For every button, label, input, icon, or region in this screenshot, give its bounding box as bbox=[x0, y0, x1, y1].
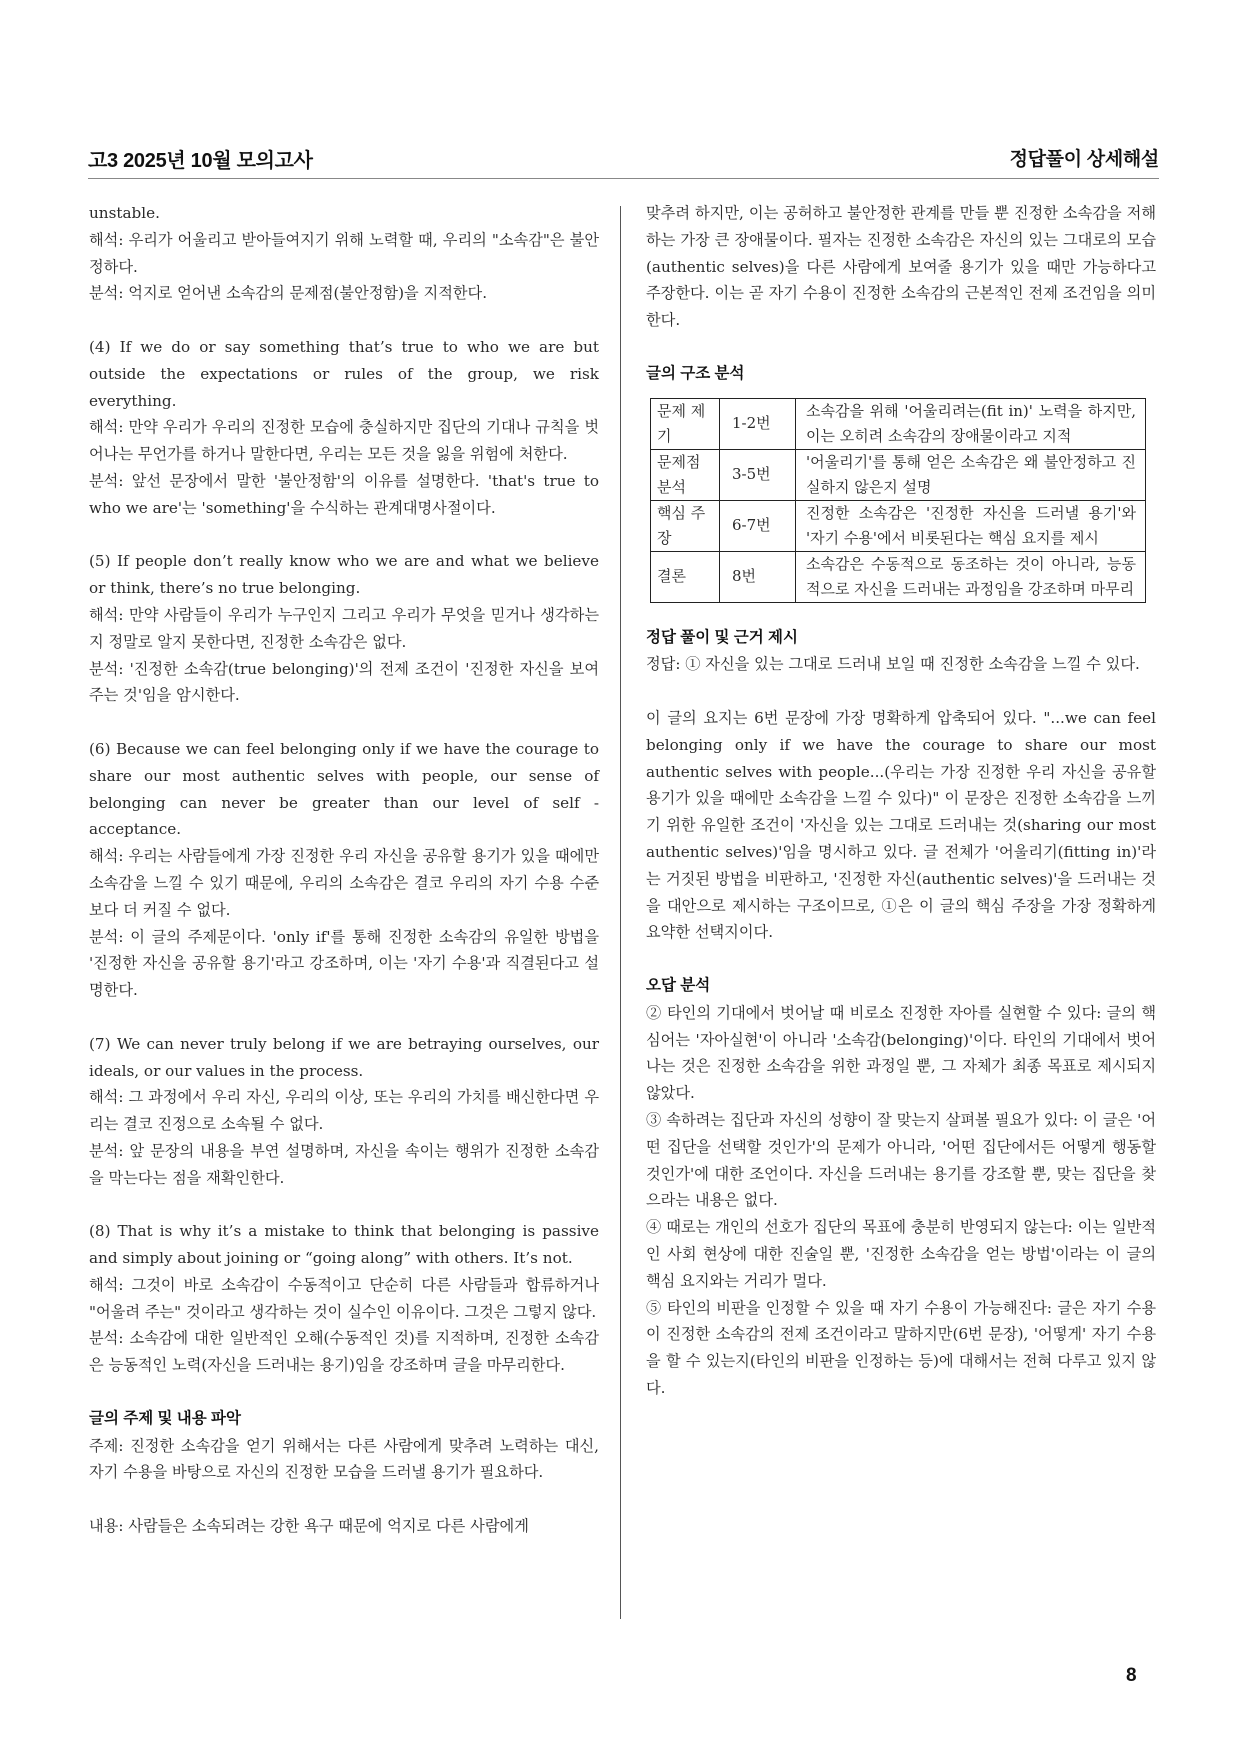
wrong-answer-item: ④ 때로는 개인의 선호가 집단의 목표에 충분히 반영되지 않는다: 이는 일반적인 사회 현상에 대한 진술일 뿐, '진정한 소속감을 얻는 방법'이라는 이 글의 핵심 요지와는 거리가 멀다. bbox=[646, 1218, 1156, 1290]
sentence-analysis: 분석: '진정한 소속감(true belonging)'의 전제 조건이 '진정한 자신을 보여주는 것'임을 암시한다. bbox=[89, 659, 599, 705]
content-text: 내용: 사람들은 소속되려는 강한 욕구 때문에 억지로 다른 사람에게 bbox=[89, 1517, 529, 1536]
sentence-analysis: 분석: 앞 문장의 내용을 부연 설명하며, 자신을 속이는 행위가 진정한 소속감을 막는다는 점을 재확인한다. bbox=[89, 1141, 599, 1187]
document-type: 정답풀이 상세해설 bbox=[1009, 149, 1159, 170]
stage-cell: 문제 제기 bbox=[651, 398, 720, 449]
sentence-5-block bbox=[89, 548, 599, 709]
desc-cell: 진정한 소속감은 '진정한 자신을 드러낼 용기'와 '자기 수용'에서 비롯된다는 핵심 요지를 제시 bbox=[796, 500, 1146, 551]
table-row bbox=[651, 551, 1146, 602]
sentence-translation: 해석: 그 과정에서 우리 자신, 우리의 이상, 또는 우리의 가치를 배신한다면 우리는 결코 진정으로 소속될 수 없다. bbox=[89, 1088, 599, 1134]
table-row bbox=[651, 500, 1146, 551]
theme-text: 주제: 진정한 소속감을 얻기 위해서는 다른 사람에게 맞추려 노력하는 대신, 자기 수용을 바탕으로 자신의 진정한 모습을 드러낼 용기가 필요하다. bbox=[89, 1436, 599, 1482]
range-cell: 8번 bbox=[720, 551, 796, 602]
answer-explanation: 이 글의 요지는 6번 문장에 가장 명확하게 압축되어 있다. "...we can feel belonging only if we have the courage to share our most authentic selves with people...(우리는 가장 진정한 우리 자신을 공유할 용기가 있을 때에만 소속감을 느낄 수 있다)" 이 문장은 진정한 소속감을 느끼기 위한 유일한 조건이 '자신을 있는 그대로 드러내는 것(sharing our most authentic selves)'임을 명시하고 있다. 글 전체가 '어울리기(fitting in)'라는 거짓된 방법을 비판하고, '진정한 자신(authentic selves)'을 드러내는 것을 대안으로 제시하는 구조이므로, ①은 이 글의 핵심 주장을 가장 정확하게 요약한 선택지이다. bbox=[646, 708, 1156, 942]
sentence-english: (4) If we do or say something that’s true to who we are but outside the expectations or rules of the group, we risk everything. bbox=[89, 337, 599, 410]
wrong-answer-item: ③ 속하려는 집단과 자신의 성향이 잘 맞는지 살펴볼 필요가 있다: 이 글은 '어떤 집단을 선택할 것인가'의 문제가 아니라, '어떤 집단에서든 어떻게 행동할 것인가'에 대한 조언이다. 자신을 드러내는 용기를 강조할 뿐, 맞는 집단을 찾으라는 내용은 없다. bbox=[646, 1110, 1156, 1210]
wrong-answer-item: ⑤ 타인의 비판을 인정할 수 있을 때 자기 수용이 가능해진다: 글은 자기 수용이 진정한 소속감의 전제 조건이라고 말하지만(6번 문장), '어떻게' 자기 수용을 할 수 있는지(타인의 비판을 인정하는 등)에 대해서는 전혀 다루고 있지 않다. bbox=[646, 1298, 1156, 1397]
sentence-analysis: 분석: 앞선 문장에서 말한 '불안정함'의 이유를 설명한다. 'that's true to who we are'는 'something'을 수식하는 관계대명사절이다. bbox=[89, 471, 599, 517]
desc-cell: 소속감은 수동적으로 동조하는 것이 아니라, 능동적으로 자신을 드러내는 과정임을 강조하며 마무리 bbox=[796, 551, 1146, 602]
range-cell: 1-2번 bbox=[720, 398, 796, 449]
page-number: 8 bbox=[1126, 1665, 1137, 1686]
sentence-analysis: 분석: 억지로 얻어낸 소속감의 문제점(불안정함)을 지적한다. bbox=[89, 284, 488, 303]
section-title: 글의 주제 및 내용 파악 bbox=[89, 1409, 241, 1427]
sentence-translation: 해석: 우리가 어울리고 받아들여지기 위해 노력할 때, 우리의 "소속감"은 불안정하다. bbox=[89, 230, 599, 276]
table-row bbox=[651, 449, 1146, 500]
right-column bbox=[646, 200, 1156, 1402]
structure-table bbox=[650, 398, 1146, 603]
column-divider bbox=[620, 206, 621, 1619]
stage-cell: 결론 bbox=[651, 551, 720, 602]
sentence-english: (7) We can never truly belong if we are betraying ourselves, our ideals, or our values in the process. bbox=[89, 1034, 599, 1080]
page-header bbox=[88, 140, 1159, 179]
table-row bbox=[651, 398, 1146, 449]
desc-cell: '어울리기'를 통해 얻은 소속감은 왜 불안정하고 진실하지 않은지 설명 bbox=[796, 449, 1146, 500]
sentence-english: unstable. bbox=[89, 204, 160, 222]
sentence-english: (5) If people don’t really know who we are and what we believe or think, there’s no true belonging. bbox=[89, 552, 599, 598]
sentence-english: (6) Because we can feel belonging only if we have the courage to share our most authentic selves with people, our sense of belonging can never be greater than our level of self - acceptance. bbox=[89, 739, 599, 839]
sentence-4-block bbox=[89, 334, 599, 522]
desc-cell: 소속감을 위해 '어울리려는(fit in)' 노력을 하지만, 이는 오히려 소속감의 장애물이라고 지적 bbox=[796, 398, 1146, 449]
range-cell: 6-7번 bbox=[720, 500, 796, 551]
sentence-analysis: 분석: 이 글의 주제문이다. 'only if'를 통해 진정한 소속감의 유일한 방법을 '진정한 자신을 공유할 용기'라고 강조하며, 이는 '자기 수용'과 직결된다고 설명한다. bbox=[89, 927, 599, 1000]
stage-cell: 문제점 분석 bbox=[651, 449, 720, 500]
sentence-analysis: 분석: 소속감에 대한 일반적인 오해(수동적인 것)를 지적하며, 진정한 소속감은 능동적인 노력(자신을 드러내는 용기)임을 강조하며 글을 마무리한다. bbox=[89, 1329, 599, 1375]
sentence-8-block bbox=[89, 1218, 599, 1379]
exam-title: 고3 2025년 10월 모의고사 bbox=[88, 150, 313, 172]
sentence-english: (8) That is why it’s a mistake to think that belonging is passive and simply about joining or “going along” with others. It’s not. bbox=[89, 1222, 599, 1268]
theme-section bbox=[89, 1406, 599, 1540]
section-title: 정답 풀이 및 근거 제시 bbox=[646, 628, 798, 646]
sentence-translation: 해석: 만약 우리가 우리의 진정한 모습에 충실하지만 집단의 기대나 규칙을 벗어나는 무언가를 하거나 말한다면, 우리는 모든 것을 잃을 위험에 처한다. bbox=[89, 418, 599, 464]
wrong-answer-item: ② 타인의 기대에서 벗어날 때 비로소 진정한 자아를 실현할 수 있다: 글의 핵심어는 '자아실현'이 아니라 '소속감(belonging)'이다. 타인의 기대에서 벗어나는 것은 진정한 소속감을 위한 과정일 뿐, 그 자체가 최종 목표로 제시되지 않았다. bbox=[646, 1003, 1156, 1103]
sentence-7-block bbox=[89, 1031, 599, 1192]
sentence-3-block bbox=[89, 200, 599, 307]
answer-text: 정답: ① 자신을 있는 그대로 드러내 보일 때 진정한 소속감을 느낄 수 있다. bbox=[646, 655, 1140, 674]
section-title: 글의 구조 분석 bbox=[646, 364, 745, 382]
sentence-translation: 해석: 우리는 사람들에게 가장 진정한 우리 자신을 공유할 용기가 있을 때에만 소속감을 느낄 수 있기 때문에, 우리의 소속감은 결코 우리의 자기 수용 수준보다 더 커질 수 없다. bbox=[89, 847, 599, 919]
sentence-translation: 해석: 그것이 바로 소속감이 수동적이고 단순히 다른 사람들과 합류하거나 "어울려 주는" 것이라고 생각하는 것이 실수인 이유이다. 그것은 그렇지 않다. bbox=[89, 1275, 599, 1321]
sentence-translation: 해석: 만약 사람들이 우리가 누구인지 그리고 우리가 무엇을 믿거나 생각하는지 정말로 알지 못한다면, 진정한 소속감은 없다. bbox=[89, 605, 599, 651]
sentence-6-block bbox=[89, 736, 599, 1004]
range-cell: 3-5번 bbox=[720, 449, 796, 500]
section-title: 오답 분석 bbox=[646, 976, 711, 994]
left-column bbox=[89, 200, 599, 1540]
stage-cell: 핵심 주장 bbox=[651, 500, 720, 551]
content-continued: 맞추려 하지만, 이는 공허하고 불안정한 관계를 만들 뿐 진정한 소속감을 저해하는 가장 큰 장애물이다. 필자는 진정한 소속감은 자신의 있는 그대로의 모습(authentic selves)을 다른 사람에게 보여줄 용기가 있을 때만 가능하다고 주장한다. 이는 곧 자기 수용이 진정한 소속감의 근본적인 전제 조건임을 의미한다. bbox=[646, 204, 1156, 330]
